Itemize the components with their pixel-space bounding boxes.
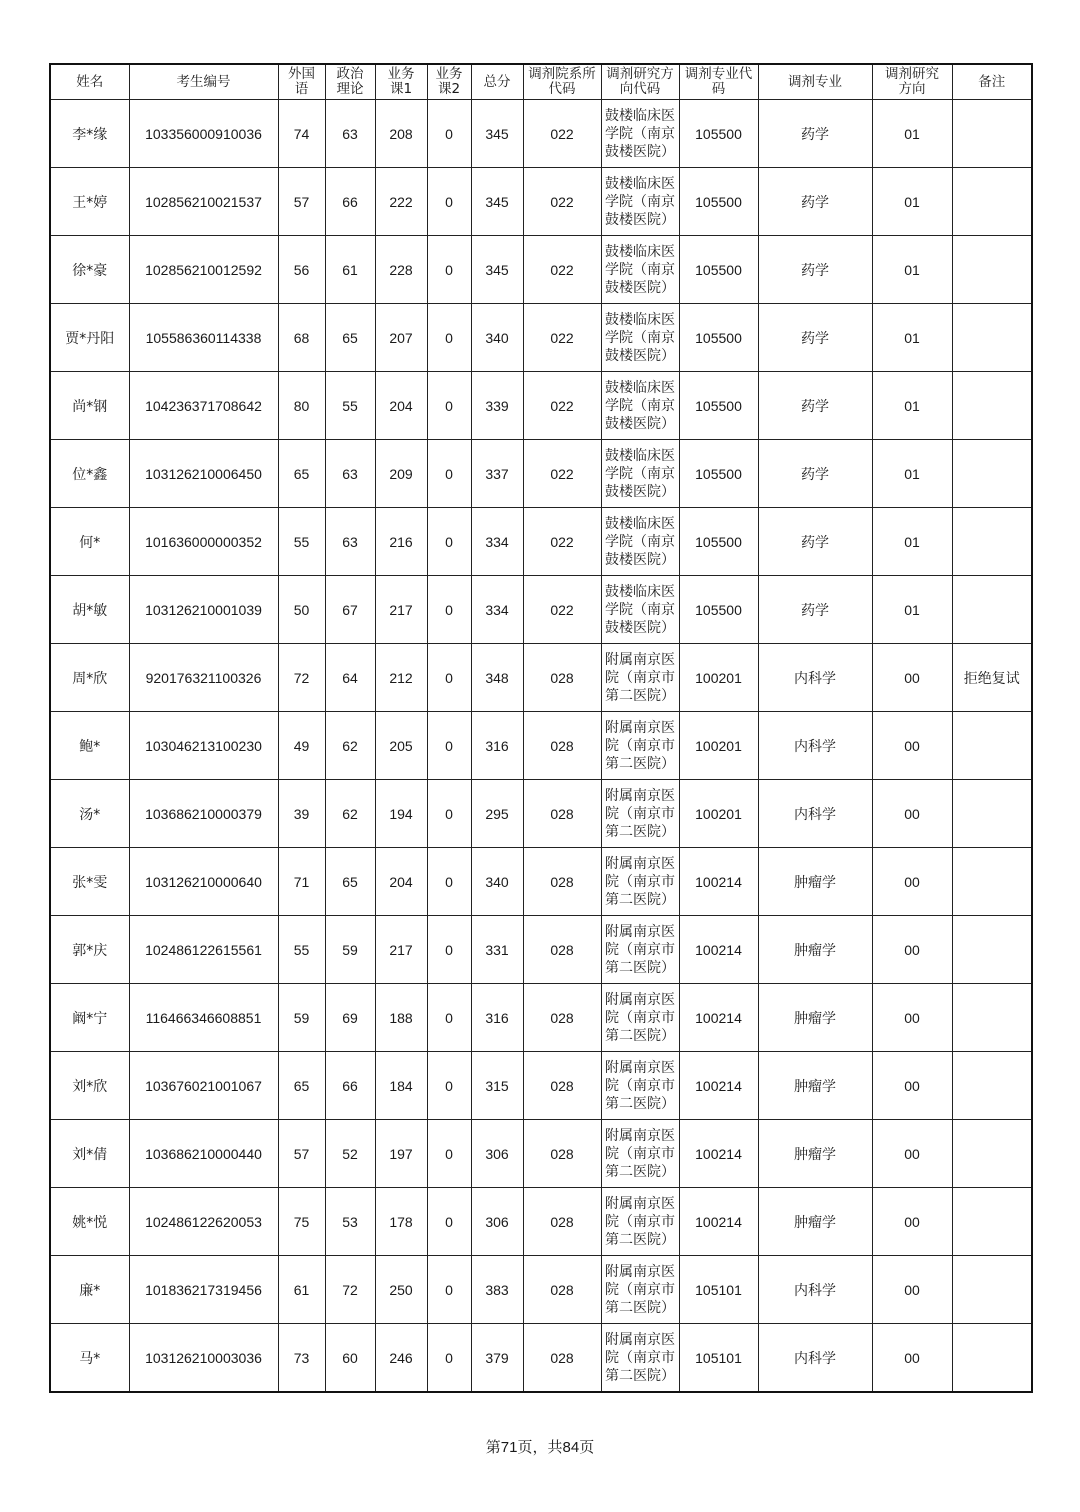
cell-total: 306 <box>471 1188 523 1256</box>
cell-name: 周*欣 <box>50 644 129 712</box>
cell-major: 内科学 <box>758 1324 872 1393</box>
cell-direction-code: 附属南京医院（南京市第二医院） <box>601 1324 679 1393</box>
cell-subject-1: 207 <box>375 304 427 372</box>
cell-candidate-id: 101836217319456 <box>129 1256 278 1324</box>
cell-major-code: 105101 <box>679 1324 758 1393</box>
cell-major: 药学 <box>758 508 872 576</box>
cell-candidate-id: 102486122620053 <box>129 1188 278 1256</box>
cell-candidate-id: 103046213100230 <box>129 712 278 780</box>
cell-subject-1: 188 <box>375 984 427 1052</box>
cell-politics: 61 <box>325 236 375 304</box>
header-total: 总分 <box>471 64 523 100</box>
cell-name: 刘*倩 <box>50 1120 129 1188</box>
cell-direction-code: 鼓楼临床医学院（南京鼓楼医院） <box>601 508 679 576</box>
cell-candidate-id: 103126210000640 <box>129 848 278 916</box>
cell-subject-2: 0 <box>427 1256 471 1324</box>
cell-candidate-id: 103676021001067 <box>129 1052 278 1120</box>
cell-subject-2: 0 <box>427 1120 471 1188</box>
cell-name: 贾*丹阳 <box>50 304 129 372</box>
cell-subject-2: 0 <box>427 916 471 984</box>
cell-direction: 00 <box>872 1120 952 1188</box>
cell-major-code: 105500 <box>679 304 758 372</box>
cell-name: 徐*豪 <box>50 236 129 304</box>
cell-foreign-language: 55 <box>278 916 325 984</box>
cell-remarks <box>952 100 1032 168</box>
cell-remarks <box>952 1052 1032 1120</box>
cell-major: 内科学 <box>758 780 872 848</box>
cell-major: 肿瘤学 <box>758 848 872 916</box>
cell-name: 廉* <box>50 1256 129 1324</box>
cell-candidate-id: 103686210000379 <box>129 780 278 848</box>
cell-foreign-language: 73 <box>278 1324 325 1393</box>
cell-candidate-id: 102856210012592 <box>129 236 278 304</box>
cell-direction: 01 <box>872 100 952 168</box>
cell-candidate-id: 105586360114338 <box>129 304 278 372</box>
cell-total: 337 <box>471 440 523 508</box>
cell-candidate-id: 103356000910036 <box>129 100 278 168</box>
cell-direction-code: 附属南京医院（南京市第二医院） <box>601 1052 679 1120</box>
header-subject-1: 业务课1 <box>375 64 427 100</box>
header-foreign-language: 外国语 <box>278 64 325 100</box>
table-row <box>50 1256 1032 1324</box>
cell-direction-code: 鼓楼临床医学院（南京鼓楼医院） <box>601 304 679 372</box>
footer-total-pages: 84 <box>562 1439 580 1456</box>
cell-name: 尚*钢 <box>50 372 129 440</box>
cell-foreign-language: 71 <box>278 848 325 916</box>
cell-direction: 01 <box>872 440 952 508</box>
table-row <box>50 168 1032 236</box>
cell-foreign-language: 61 <box>278 1256 325 1324</box>
cell-dept-code: 028 <box>523 780 601 848</box>
cell-foreign-language: 72 <box>278 644 325 712</box>
cell-dept-code: 028 <box>523 848 601 916</box>
cell-foreign-language: 49 <box>278 712 325 780</box>
cell-direction-code: 鼓楼临床医学院（南京鼓楼医院） <box>601 372 679 440</box>
table-row <box>50 236 1032 304</box>
cell-direction-code: 鼓楼临床医学院（南京鼓楼医院） <box>601 440 679 508</box>
cell-remarks <box>952 236 1032 304</box>
cell-subject-1: 178 <box>375 1188 427 1256</box>
cell-major: 肿瘤学 <box>758 916 872 984</box>
cell-direction: 01 <box>872 236 952 304</box>
cell-major-code: 100214 <box>679 916 758 984</box>
cell-subject-1: 197 <box>375 1120 427 1188</box>
cell-dept-code: 028 <box>523 916 601 984</box>
cell-politics: 55 <box>325 372 375 440</box>
cell-name: 刘*欣 <box>50 1052 129 1120</box>
cell-direction-code: 鼓楼临床医学院（南京鼓楼医院） <box>601 168 679 236</box>
footer-prefix: 第 <box>485 1438 501 1456</box>
cell-name: 郭*庆 <box>50 916 129 984</box>
cell-subject-1: 209 <box>375 440 427 508</box>
cell-name: 汤* <box>50 780 129 848</box>
cell-total: 383 <box>471 1256 523 1324</box>
cell-foreign-language: 59 <box>278 984 325 1052</box>
cell-direction: 00 <box>872 644 952 712</box>
cell-major: 肿瘤学 <box>758 1052 872 1120</box>
cell-politics: 59 <box>325 916 375 984</box>
cell-candidate-id: 102486122615561 <box>129 916 278 984</box>
cell-dept-code: 022 <box>523 168 601 236</box>
cell-subject-2: 0 <box>427 1324 471 1393</box>
table-row <box>50 1324 1032 1393</box>
cell-candidate-id: 103686210000440 <box>129 1120 278 1188</box>
cell-direction: 00 <box>872 916 952 984</box>
header-major-code: 调剂专业代码 <box>679 64 758 100</box>
cell-remarks <box>952 508 1032 576</box>
cell-subject-1: 212 <box>375 644 427 712</box>
cell-foreign-language: 57 <box>278 168 325 236</box>
cell-total: 340 <box>471 304 523 372</box>
cell-foreign-language: 68 <box>278 304 325 372</box>
cell-total: 334 <box>471 576 523 644</box>
cell-politics: 63 <box>325 508 375 576</box>
cell-politics: 63 <box>325 100 375 168</box>
cell-dept-code: 022 <box>523 372 601 440</box>
cell-major: 药学 <box>758 440 872 508</box>
cell-dept-code: 022 <box>523 440 601 508</box>
cell-remarks <box>952 984 1032 1052</box>
cell-remarks <box>952 848 1032 916</box>
cell-candidate-id: 103126210001039 <box>129 576 278 644</box>
cell-subject-1: 246 <box>375 1324 427 1393</box>
cell-subject-2: 0 <box>427 984 471 1052</box>
cell-candidate-id: 104236371708642 <box>129 372 278 440</box>
cell-politics: 60 <box>325 1324 375 1393</box>
cell-remarks <box>952 780 1032 848</box>
cell-politics: 64 <box>325 644 375 712</box>
cell-foreign-language: 65 <box>278 440 325 508</box>
cell-dept-code: 028 <box>523 712 601 780</box>
cell-politics: 63 <box>325 440 375 508</box>
cell-subject-2: 0 <box>427 372 471 440</box>
cell-foreign-language: 57 <box>278 1120 325 1188</box>
cell-politics: 66 <box>325 168 375 236</box>
cell-dept-code: 022 <box>523 508 601 576</box>
cell-politics: 65 <box>325 304 375 372</box>
cell-candidate-id: 116466346608851 <box>129 984 278 1052</box>
cell-direction-code: 附属南京医院（南京市第二医院） <box>601 780 679 848</box>
table-row <box>50 372 1032 440</box>
cell-foreign-language: 74 <box>278 100 325 168</box>
table-row <box>50 508 1032 576</box>
cell-remarks <box>952 916 1032 984</box>
roster-body <box>50 100 1032 1393</box>
header-direction-code: 调剂研究方向代码 <box>601 64 679 100</box>
table-row <box>50 1120 1032 1188</box>
cell-subject-1: 250 <box>375 1256 427 1324</box>
cell-foreign-language: 39 <box>278 780 325 848</box>
table-row <box>50 644 1032 712</box>
cell-name: 张*雯 <box>50 848 129 916</box>
cell-remarks <box>952 372 1032 440</box>
cell-subject-1: 217 <box>375 576 427 644</box>
table-row <box>50 780 1032 848</box>
cell-major-code: 100214 <box>679 1188 758 1256</box>
cell-subject-2: 0 <box>427 1052 471 1120</box>
cell-politics: 62 <box>325 780 375 848</box>
cell-name: 王*婷 <box>50 168 129 236</box>
cell-dept-code: 028 <box>523 1188 601 1256</box>
cell-major-code: 100201 <box>679 780 758 848</box>
cell-foreign-language: 75 <box>278 1188 325 1256</box>
header-dept-code: 调剂院系所代码 <box>523 64 601 100</box>
cell-name: 马* <box>50 1324 129 1393</box>
table-row <box>50 916 1032 984</box>
cell-major-code: 105500 <box>679 236 758 304</box>
cell-subject-1: 204 <box>375 372 427 440</box>
cell-total: 306 <box>471 1120 523 1188</box>
table-row <box>50 1052 1032 1120</box>
cell-candidate-id: 101636000000352 <box>129 508 278 576</box>
cell-subject-1: 217 <box>375 916 427 984</box>
cell-politics: 72 <box>325 1256 375 1324</box>
cell-politics: 69 <box>325 984 375 1052</box>
table-row <box>50 1188 1032 1256</box>
header-remarks: 备注 <box>952 64 1032 100</box>
footer-middle: 页，共 <box>517 1438 563 1456</box>
cell-direction-code: 鼓楼临床医学院（南京鼓楼医院） <box>601 100 679 168</box>
cell-name: 何* <box>50 508 129 576</box>
cell-subject-1: 205 <box>375 712 427 780</box>
cell-direction: 00 <box>872 1324 952 1393</box>
cell-name: 胡*敏 <box>50 576 129 644</box>
cell-subject-2: 0 <box>427 576 471 644</box>
cell-dept-code: 028 <box>523 644 601 712</box>
cell-politics: 53 <box>325 1188 375 1256</box>
cell-total: 295 <box>471 780 523 848</box>
cell-dept-code: 022 <box>523 236 601 304</box>
cell-politics: 65 <box>325 848 375 916</box>
cell-remarks <box>952 1120 1032 1188</box>
cell-subject-2: 0 <box>427 236 471 304</box>
cell-subject-2: 0 <box>427 168 471 236</box>
cell-major: 药学 <box>758 372 872 440</box>
table-row <box>50 440 1032 508</box>
table-row <box>50 304 1032 372</box>
cell-subject-2: 0 <box>427 1188 471 1256</box>
cell-candidate-id: 102856210021537 <box>129 168 278 236</box>
cell-major-code: 105500 <box>679 440 758 508</box>
cell-major: 肿瘤学 <box>758 1120 872 1188</box>
table-row <box>50 576 1032 644</box>
header-candidate-id: 考生编号 <box>129 64 278 100</box>
header-politics: 政治理论 <box>325 64 375 100</box>
cell-major-code: 100214 <box>679 848 758 916</box>
cell-direction: 00 <box>872 780 952 848</box>
cell-total: 345 <box>471 100 523 168</box>
cell-total: 331 <box>471 916 523 984</box>
cell-direction-code: 鼓楼临床医学院（南京鼓楼医院） <box>601 576 679 644</box>
cell-subject-2: 0 <box>427 780 471 848</box>
cell-dept-code: 028 <box>523 984 601 1052</box>
cell-dept-code: 028 <box>523 1120 601 1188</box>
cell-direction: 01 <box>872 372 952 440</box>
cell-remarks <box>952 304 1032 372</box>
cell-foreign-language: 50 <box>278 576 325 644</box>
adjustment-roster-table <box>49 63 1033 1393</box>
cell-dept-code: 028 <box>523 1256 601 1324</box>
cell-major-code: 105500 <box>679 508 758 576</box>
cell-subject-1: 194 <box>375 780 427 848</box>
cell-direction-code: 附属南京医院（南京市第二医院） <box>601 984 679 1052</box>
cell-major: 内科学 <box>758 644 872 712</box>
cell-major-code: 100214 <box>679 1052 758 1120</box>
cell-remarks <box>952 168 1032 236</box>
cell-major: 肿瘤学 <box>758 984 872 1052</box>
cell-major-code: 105500 <box>679 576 758 644</box>
cell-direction-code: 附属南京医院（南京市第二医院） <box>601 916 679 984</box>
header-direction: 调剂研究方向 <box>872 64 952 100</box>
page-footer <box>0 1436 1080 1457</box>
table-row <box>50 712 1032 780</box>
cell-direction: 00 <box>872 984 952 1052</box>
cell-dept-code: 022 <box>523 304 601 372</box>
cell-remarks: 拒绝复试 <box>952 644 1032 712</box>
cell-politics: 66 <box>325 1052 375 1120</box>
cell-direction-code: 附属南京医院（南京市第二医院） <box>601 644 679 712</box>
cell-major: 内科学 <box>758 1256 872 1324</box>
cell-candidate-id: 920176321100326 <box>129 644 278 712</box>
cell-total: 339 <box>471 372 523 440</box>
header-row <box>50 64 1032 100</box>
cell-major: 药学 <box>758 100 872 168</box>
cell-major: 药学 <box>758 236 872 304</box>
cell-major: 药学 <box>758 304 872 372</box>
cell-major-code: 105500 <box>679 100 758 168</box>
cell-direction-code: 鼓楼临床医学院（南京鼓楼医院） <box>601 236 679 304</box>
cell-dept-code: 028 <box>523 1052 601 1120</box>
cell-subject-1: 184 <box>375 1052 427 1120</box>
cell-foreign-language: 80 <box>278 372 325 440</box>
table-row <box>50 984 1032 1052</box>
cell-name: 姚*悦 <box>50 1188 129 1256</box>
cell-remarks <box>952 440 1032 508</box>
cell-total: 379 <box>471 1324 523 1393</box>
cell-remarks <box>952 1324 1032 1393</box>
cell-total: 340 <box>471 848 523 916</box>
cell-politics: 62 <box>325 712 375 780</box>
table-row <box>50 848 1032 916</box>
footer-page-number: 71 <box>500 1439 518 1456</box>
cell-direction: 01 <box>872 576 952 644</box>
cell-subject-2: 0 <box>427 100 471 168</box>
cell-foreign-language: 56 <box>278 236 325 304</box>
cell-name: 阚*宁 <box>50 984 129 1052</box>
cell-major-code: 100214 <box>679 1120 758 1188</box>
cell-direction-code: 附属南京医院（南京市第二医院） <box>601 1120 679 1188</box>
cell-subject-1: 228 <box>375 236 427 304</box>
cell-subject-1: 222 <box>375 168 427 236</box>
cell-major-code: 105500 <box>679 168 758 236</box>
footer-suffix: 页 <box>579 1438 595 1456</box>
cell-major-code: 100201 <box>679 644 758 712</box>
cell-subject-1: 208 <box>375 100 427 168</box>
header-major: 调剂专业 <box>758 64 872 100</box>
cell-direction: 00 <box>872 1188 952 1256</box>
cell-subject-2: 0 <box>427 644 471 712</box>
cell-major-code: 100214 <box>679 984 758 1052</box>
cell-total: 345 <box>471 236 523 304</box>
cell-remarks <box>952 1256 1032 1324</box>
cell-dept-code: 022 <box>523 100 601 168</box>
cell-candidate-id: 103126210006450 <box>129 440 278 508</box>
cell-direction: 00 <box>872 848 952 916</box>
cell-remarks <box>952 576 1032 644</box>
cell-major-code: 105500 <box>679 372 758 440</box>
cell-name: 位*鑫 <box>50 440 129 508</box>
cell-dept-code: 028 <box>523 1324 601 1393</box>
cell-foreign-language: 55 <box>278 508 325 576</box>
cell-direction: 00 <box>872 1256 952 1324</box>
cell-direction: 01 <box>872 508 952 576</box>
cell-subject-2: 0 <box>427 440 471 508</box>
header-name: 姓名 <box>50 64 129 100</box>
cell-direction-code: 附属南京医院（南京市第二医院） <box>601 848 679 916</box>
header-subject-2: 业务课2 <box>427 64 471 100</box>
cell-total: 334 <box>471 508 523 576</box>
cell-candidate-id: 103126210003036 <box>129 1324 278 1393</box>
cell-direction: 01 <box>872 304 952 372</box>
cell-subject-1: 216 <box>375 508 427 576</box>
cell-politics: 67 <box>325 576 375 644</box>
cell-major: 肿瘤学 <box>758 1188 872 1256</box>
cell-major-code: 105101 <box>679 1256 758 1324</box>
cell-subject-2: 0 <box>427 508 471 576</box>
cell-major: 内科学 <box>758 712 872 780</box>
cell-major-code: 100201 <box>679 712 758 780</box>
cell-total: 345 <box>471 168 523 236</box>
cell-remarks <box>952 1188 1032 1256</box>
cell-direction-code: 附属南京医院（南京市第二医院） <box>601 712 679 780</box>
cell-direction: 00 <box>872 1052 952 1120</box>
cell-subject-1: 204 <box>375 848 427 916</box>
cell-subject-2: 0 <box>427 712 471 780</box>
cell-direction-code: 附属南京医院（南京市第二医院） <box>601 1256 679 1324</box>
cell-name: 鲍* <box>50 712 129 780</box>
cell-total: 348 <box>471 644 523 712</box>
cell-name: 李*缘 <box>50 100 129 168</box>
cell-major: 药学 <box>758 576 872 644</box>
cell-dept-code: 022 <box>523 576 601 644</box>
cell-politics: 52 <box>325 1120 375 1188</box>
cell-foreign-language: 65 <box>278 1052 325 1120</box>
cell-major: 药学 <box>758 168 872 236</box>
cell-total: 316 <box>471 712 523 780</box>
cell-direction: 01 <box>872 168 952 236</box>
cell-remarks <box>952 712 1032 780</box>
cell-total: 315 <box>471 1052 523 1120</box>
cell-subject-2: 0 <box>427 848 471 916</box>
cell-direction-code: 附属南京医院（南京市第二医院） <box>601 1188 679 1256</box>
cell-direction: 00 <box>872 712 952 780</box>
cell-total: 316 <box>471 984 523 1052</box>
cell-subject-2: 0 <box>427 304 471 372</box>
table-row <box>50 100 1032 168</box>
